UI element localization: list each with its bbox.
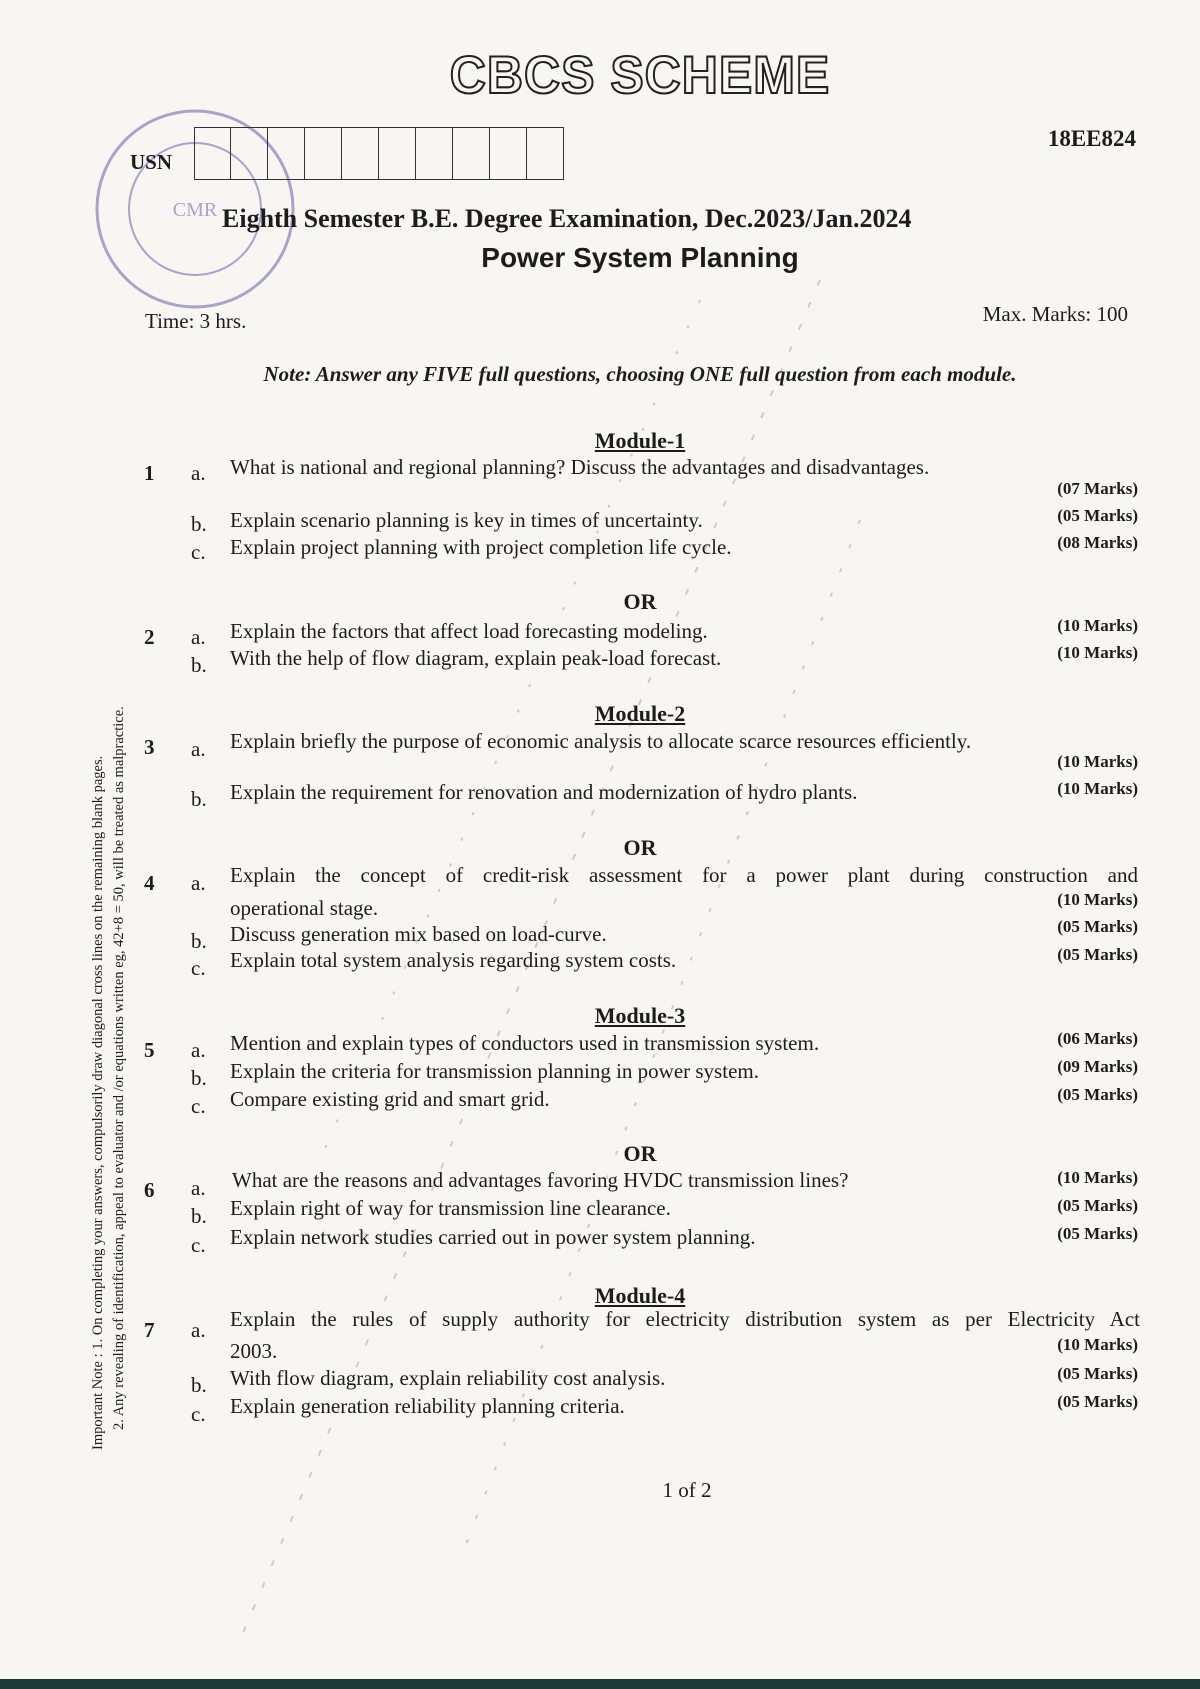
question-marks: (09 Marks) xyxy=(1057,1057,1138,1076)
or-separator: OR xyxy=(623,1141,657,1166)
question-text-continuation: operational stage. xyxy=(230,896,379,920)
question-letter: a. xyxy=(191,461,206,485)
usn-box xyxy=(305,127,342,180)
usn-box xyxy=(453,127,490,180)
usn-box xyxy=(490,127,527,180)
question-text-continuation: 2003. xyxy=(230,1339,278,1363)
side-note-line-2: 2. Any revealing of identification, appeal to evaluator and /or equations written eg, 42+8 = 50, will be treated as malpractice. xyxy=(111,706,127,1430)
subject-code: 18EE824 xyxy=(1047,126,1136,151)
question-text: Explain network studies carried out in power system planning. xyxy=(230,1225,756,1249)
question-number: 1 xyxy=(144,461,155,485)
question-letter: b. xyxy=(191,787,207,811)
max-marks: Max. Marks: 100 xyxy=(982,302,1128,326)
question-text: Compare existing grid and smart grid. xyxy=(230,1087,550,1111)
usn-boxes xyxy=(194,127,564,180)
question-marks: (10 Marks) xyxy=(1057,616,1138,635)
scan-edge-bar xyxy=(0,1679,1200,1689)
question-marks: (08 Marks) xyxy=(1057,533,1138,552)
usn-box xyxy=(231,127,268,180)
question-text: Mention and explain types of conductors used in transmission system. xyxy=(230,1031,820,1055)
question-marks: (10 Marks) xyxy=(1057,643,1138,662)
scheme-banner: CBCS SCHEME xyxy=(449,45,831,105)
usn-box xyxy=(342,127,379,180)
question-letter: a. xyxy=(191,737,206,761)
module-2-heading: Module-2 xyxy=(594,701,686,726)
question-letter: b. xyxy=(191,653,207,677)
question-number: 6 xyxy=(144,1178,155,1202)
question-number: 4 xyxy=(144,871,155,895)
question-marks: (05 Marks) xyxy=(1057,506,1138,525)
exam-title: Eighth Semester B.E. Degree Examination, Dec.2023/Jan.2024 xyxy=(222,204,912,233)
question-text: Explain total system analysis regarding system costs. xyxy=(230,948,677,972)
module-4-heading: Module-4 xyxy=(594,1283,686,1308)
question-text: With flow diagram, explain reliability cost analysis. xyxy=(230,1366,666,1390)
question-text: With the help of flow diagram, explain peak-load forecast. xyxy=(230,646,722,670)
question-text: Explain the concept of credit-risk assessment for a power plant during construction and xyxy=(230,863,1138,887)
module-1-heading: Module-1 xyxy=(594,428,686,453)
question-marks: (05 Marks) xyxy=(1057,945,1138,964)
question-text: Explain the factors that affect load forecasting modeling. xyxy=(230,619,708,643)
question-letter: c. xyxy=(191,1094,206,1118)
question-letter: a. xyxy=(191,871,206,895)
question-text: Explain briefly the purpose of economic analysis to allocate scarce resources efficiently. xyxy=(230,729,972,753)
question-text: What is national and regional planning? Discuss the advantages and disadvantages. xyxy=(230,455,930,479)
question-letter: c. xyxy=(191,1402,206,1426)
question-letter: c. xyxy=(191,540,206,564)
usn-box xyxy=(379,127,416,180)
question-letter: b. xyxy=(191,1373,207,1397)
question-text: Explain the criteria for transmission planning in power system. xyxy=(230,1059,759,1083)
question-marks: (05 Marks) xyxy=(1057,1224,1138,1243)
question-marks: (05 Marks) xyxy=(1057,917,1138,936)
question-letter: a. xyxy=(191,625,206,649)
side-note-line-1: Important Note : 1. On completing your answers, compulsorily draw diagonal cross lines on the remaining blank pages. xyxy=(90,755,106,1450)
question-marks: (10 Marks) xyxy=(1057,1335,1138,1354)
question-text: Explain project planning with project completion life cycle. xyxy=(230,535,732,559)
question-marks: (07 Marks) xyxy=(1057,479,1138,498)
question-marks: (05 Marks) xyxy=(1057,1392,1138,1411)
question-number: 7 xyxy=(144,1318,155,1342)
question-marks: (05 Marks) xyxy=(1057,1364,1138,1383)
question-letter: c. xyxy=(191,956,206,980)
question-text: Explain scenario planning is key in times of uncertainty. xyxy=(230,508,703,532)
usn-box xyxy=(194,127,231,180)
question-letter: b. xyxy=(191,1204,207,1228)
usn-box xyxy=(268,127,305,180)
question-letter: a. xyxy=(191,1038,206,1062)
question-marks: (10 Marks) xyxy=(1057,752,1138,771)
question-number: 2 xyxy=(144,625,155,649)
question-text: Explain the requirement for renovation and modernization of hydro plants. xyxy=(230,780,858,804)
page-number: 1 of 2 xyxy=(662,1478,712,1502)
question-text: What are the reasons and advantages favoring HVDC transmission lines? xyxy=(232,1168,849,1192)
question-number: 5 xyxy=(144,1038,155,1062)
usn-label: USN xyxy=(130,150,173,174)
module-3-heading: Module-3 xyxy=(594,1003,686,1028)
question-text: Discuss generation mix based on load-curve. xyxy=(230,922,607,946)
question-text: Explain the rules of supply authority for electricity distribution system as per Electricity Act xyxy=(230,1307,1140,1331)
instructions-note: Note: Answer any FIVE full questions, choosing ONE full question from each module. xyxy=(263,362,1017,386)
question-marks: (05 Marks) xyxy=(1057,1196,1138,1215)
usn-box xyxy=(527,127,564,180)
exam-duration: Time: 3 hrs. xyxy=(145,309,247,333)
or-separator: OR xyxy=(623,589,657,614)
question-marks: (05 Marks) xyxy=(1057,1085,1138,1104)
question-letter: b. xyxy=(191,1066,207,1090)
question-text: Explain right of way for transmission line clearance. xyxy=(230,1196,671,1220)
svg-text:CMR: CMR xyxy=(172,199,218,221)
question-letter: a. xyxy=(191,1176,206,1200)
question-number: 3 xyxy=(144,735,155,759)
usn-box xyxy=(416,127,453,180)
question-letter: b. xyxy=(191,512,207,536)
or-separator: OR xyxy=(623,835,657,860)
question-marks: (10 Marks) xyxy=(1057,1168,1138,1187)
question-text: Explain generation reliability planning criteria. xyxy=(230,1394,625,1418)
subject-title: Power System Planning xyxy=(481,242,799,273)
question-letter: b. xyxy=(191,929,207,953)
question-letter: a. xyxy=(191,1318,206,1342)
question-letter: c. xyxy=(191,1233,206,1257)
question-marks: (10 Marks) xyxy=(1057,890,1138,909)
question-marks: (10 Marks) xyxy=(1057,779,1138,798)
question-marks: (06 Marks) xyxy=(1057,1029,1138,1048)
